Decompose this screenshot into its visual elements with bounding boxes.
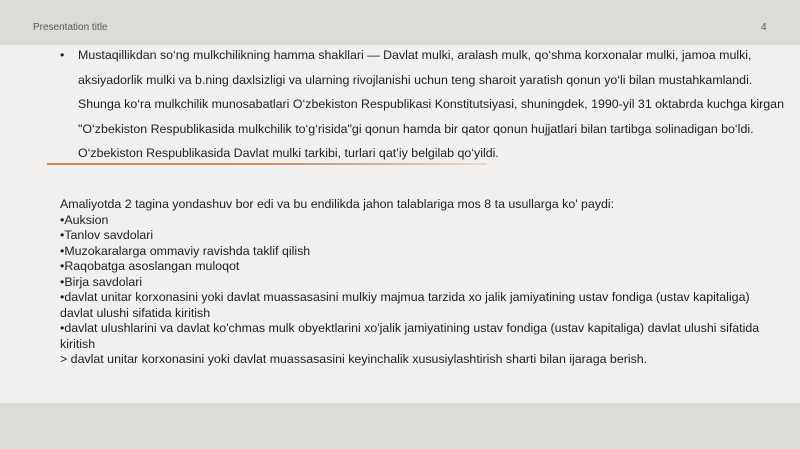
page-number: 4 — [761, 22, 767, 33]
list-item: •davlat ulushlarini va davlat ko'chmas mulk obyektlarini xo'jalik jamiyatining ustav fondiga (ustav kapitaliga) davlat ulushi sifatida kiritish — [60, 321, 760, 351]
methods-intro: Amaliyotda 2 tagina yondashuv bor edi va bu endilikda jahon talablariga mos 8 ta usullarga ko' paydi: — [60, 197, 615, 211]
presentation-title: Presentation title — [33, 22, 108, 33]
list-item: •Auksion — [60, 212, 109, 227]
list-item: •davlat unitar korxonasini yoki davlat muassasasini mulkiy majmua tarzida xo jalik jamiyatining ustav fondiga (ustav kapitaliga) davlat ulushi sifatida kiritish — [60, 290, 750, 320]
list-item: > davlat unitar korxonasini yoki davlat muassasasini keyinchalik xususiylashtirish sharti bilan ijaraga berish. — [60, 352, 648, 366]
intro-paragraph: Mustaqillikdan so‘ng mulkchilikning hamma shakllari — Davlat mulki, aralash mulk, qo‘shma korxonalar mulki, jamoa mulki, aksiyadorlik mulki va b.ning daxlsizligi va ularning rivojlanishi uchun teng sharoit yaratish qonun yo‘li bilan mustahkamlandi. Shunga ko‘ra mulkchilik munosabatlari O‘zbekiston Respublikasi Konstitutsiyasi, shuningdek, 1990-yil 31 oktabrda kuchga kirgan "O‘zbekiston Respublikasida mulkchilik to‘g‘risida"gi qonun hamda bir qator qonun hujjatlari bilan tartibga solinadigan bo‘ldi. O‘zbekiston Respublikasida Davlat mulki tarkibi, turlari qat’iy belgilab qo‘yildi. — [78, 48, 784, 160]
list-item: •Raqobatga asoslangan muloqot — [60, 259, 240, 273]
methods-section — [60, 197, 780, 368]
bullet-marker: • — [60, 48, 65, 62]
footer-band — [0, 403, 800, 449]
list-item: •Tanlov savdolari — [60, 228, 154, 242]
intro-section — [60, 43, 790, 166]
header-band — [0, 0, 800, 45]
list-item: •Birja savdolari — [60, 274, 143, 289]
list-item: •Muzokaralarga ommaviy ravishda taklif qilish — [60, 243, 311, 258]
section-divider — [47, 163, 487, 165]
